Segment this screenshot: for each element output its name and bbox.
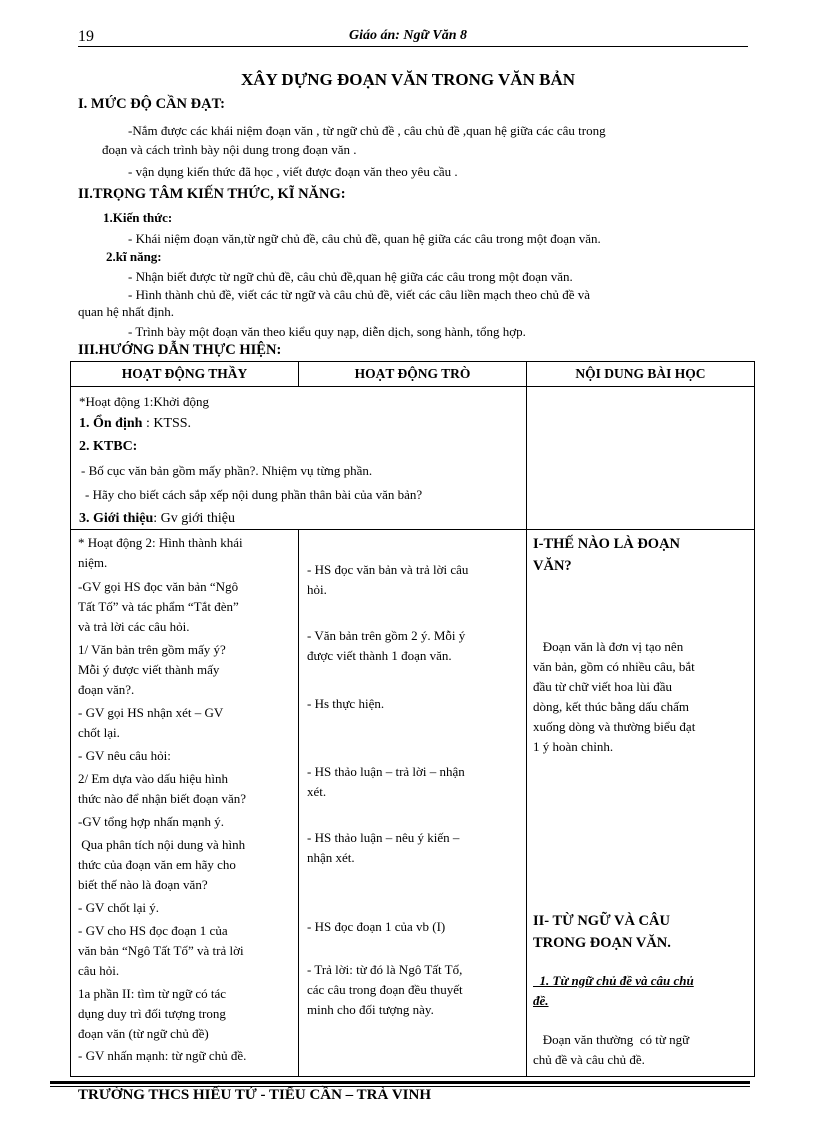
skills-line-2b: quan hệ nhất định.: [78, 304, 175, 319]
student-a-line-1: - HS đọc văn bản và trả lời câu: [307, 562, 469, 577]
stabilize-label: 1. Ổn định: [79, 416, 143, 431]
section-1-heading: I. MỨC ĐỘ CẦN ĐẠT:: [78, 96, 225, 112]
teacher-activity-line: 2/ Em dựa vào dấu hiệu hình: [78, 771, 229, 786]
student-d-line-1: - HS thảo luận – trả lời – nhận: [307, 764, 465, 779]
content-para-2-line-1: Đoạn văn thường có từ ngữ: [533, 1032, 690, 1047]
student-activity-cell: [299, 530, 527, 1077]
teacher-activity-line: thức nào để nhận biết đoạn văn?: [78, 791, 247, 806]
skills-line-3: - Trình bày một đoạn văn theo kiểu quy nạp, diễn dịch, song hành, tổng hợp.: [128, 324, 526, 339]
teacher-activity-content: [71, 530, 298, 1076]
knowledge-subheading: 1.Kiến thức:: [103, 210, 173, 225]
teacher-activity-line: đoạn văn?.: [78, 682, 135, 697]
header-teacher-activity: HOẠT ĐỘNG THẦY: [71, 362, 299, 387]
lesson-content-cell: [527, 530, 755, 1077]
content-heading-1-line-2: VĂN?: [533, 558, 572, 574]
skills-line-2a: - Hình thành chủ đề, viết các từ ngữ và câu chủ đề, viết các câu liền mạch theo chủ đề và: [128, 287, 591, 302]
skills-subheading: 2.kĩ năng:: [106, 249, 162, 264]
teacher-activity-line: - GV nêu câu hỏi:: [78, 748, 171, 763]
teacher-activity-line: Mỗi ý được viết thành mấy: [78, 662, 220, 677]
content-para-1-line-1: Đoạn văn là đơn vị tạo nên: [533, 639, 684, 654]
teacher-activity-line: thức của đoạn văn em hãy cho: [78, 857, 236, 872]
teacher-activity-line: Tất Tố” và tác phẩm “Tắt đèn”: [78, 599, 239, 614]
page-number: 19: [78, 28, 94, 45]
warmup-line-6: [79, 509, 235, 529]
section-1-para2: - vận dụng kiến thức đã học , viết được đoạn văn theo yêu cầu .: [128, 164, 458, 179]
content-para-1-line-4: dòng, kết thúc bằng dấu chấm: [533, 699, 689, 714]
teacher-activity-line: - GV chốt lại ý.: [78, 900, 159, 915]
teacher-activity-line: * Hoạt động 2: Hình thành khái: [78, 535, 243, 550]
teacher-activity-line: 1/ Văn bản trên gồm mấy ý?: [78, 642, 226, 657]
intro-text: : Gv giới thiệu: [153, 511, 235, 526]
teacher-activity-cell: [71, 530, 299, 1077]
student-g-line-1: - Trả lời: từ đó là Ngô Tất Tố,: [307, 962, 463, 977]
student-b-line-2: được viết thành 1 đoạn văn.: [307, 648, 452, 663]
student-e-line-2: nhận xét.: [307, 850, 355, 865]
teacher-activity-line: - GV cho HS đọc đoạn 1 của: [78, 923, 228, 938]
document-title: XÂY DỰNG ĐOẠN VĂN TRONG VĂN BẢN: [240, 70, 576, 89]
warmup-content-cell: [527, 387, 755, 530]
content-para-1-line-6: 1 ý hoàn chỉnh.: [533, 739, 614, 754]
teacher-activity-line: -GV tổng hợp nhấn mạnh ý.: [78, 814, 225, 829]
student-f-line-1: - HS đọc đoạn 1 của vb (I): [307, 919, 446, 934]
section-1-para1-line1: -Nắm được các khái niệm đoạn văn , từ ngữ chủ đề , câu chủ đề ,quan hệ giữa các câu trong: [128, 123, 606, 138]
content-heading-2-line-1: II- TỪ NGỮ VÀ CÂU: [533, 913, 670, 929]
section-3-heading: III.HƯỚNG DẪN THỰC HIỆN:: [78, 342, 282, 358]
header-lesson-content: NỘI DUNG BÀI HỌC: [527, 362, 755, 387]
warmup-line-3: 2. KTBC:: [79, 439, 138, 454]
student-c-line-1: - Hs thực hiện.: [307, 696, 385, 711]
student-e-line-1: - HS thảo luận – nêu ý kiến –: [307, 830, 460, 845]
content-sub-1-line-1: 1. Từ ngữ chủ đề và câu chủ: [533, 973, 694, 988]
student-a-line-2: hỏi.: [307, 582, 327, 597]
teacher-activity-line: -GV gọi HS đọc văn bản “Ngô: [78, 579, 239, 594]
skills-line-1: - Nhận biết được từ ngữ chủ đề, câu chủ đề,quan hệ giữa các câu trong một đoạn văn.: [128, 269, 573, 284]
teacher-activity-line: biết thế nào là đoạn văn?: [78, 877, 208, 892]
teacher-activity-line: chốt lại.: [78, 725, 120, 740]
content-para-1-line-2: văn bản, gồm có nhiều câu, bắt: [533, 659, 695, 674]
teacher-activity-line: Qua phân tích nội dung và hình: [78, 837, 246, 852]
student-b-line-1: - Văn bản trên gồm 2 ý. Mỗi ý: [307, 628, 466, 643]
teacher-activity-line: đoạn văn (từ ngữ chủ đề): [78, 1026, 209, 1041]
student-d-line-2: xét.: [307, 784, 327, 799]
warmup-line-1: *Hoạt động 1:Khởi động: [79, 394, 210, 409]
teacher-activity-line: dụng duy trì đối tượng trong: [78, 1006, 226, 1021]
content-heading-1-line-1: I-THẾ NÀO LÀ ĐOẠN: [533, 536, 681, 552]
warmup-cell: [71, 387, 527, 530]
teacher-activity-line: văn bản “Ngô Tất Tố” và trả lời: [78, 943, 244, 958]
teacher-activity-line: niệm.: [78, 555, 108, 570]
teacher-activity-line: và trả lời các câu hỏi.: [78, 619, 190, 634]
warmup-line-5: - Hãy cho biết cách sắp xếp nội dung phần thân bài của văn bản?: [85, 487, 423, 502]
content-para-1-line-5: xuống dòng và thường biểu đạt: [533, 719, 696, 734]
footer-rule-thick: [50, 1081, 750, 1084]
footer-school: TRƯỜNG THCS HIẾU TỬ - TIỂU CẦN – TRÀ VINH: [78, 1087, 431, 1103]
content-para-1-line-3: đầu từ chữ viết hoa lùi đầu: [533, 679, 673, 694]
teacher-activity-line: - GV gọi HS nhận xét – GV: [78, 705, 224, 720]
warmup-line-2: [79, 414, 191, 434]
student-g-line-2: các câu trong đoạn đều thuyết: [307, 982, 463, 997]
knowledge-text: - Khái niệm đoạn văn,từ ngữ chủ đề, câu chủ đề, quan hệ giữa các câu trong một đoạn văn.: [128, 231, 601, 246]
student-g-line-3: minh cho đối tượng này.: [307, 1002, 434, 1017]
lesson-table: [70, 361, 755, 1077]
section-1-para1-line2: đoạn và cách trình bày nội dung trong đoạn văn .: [102, 142, 357, 157]
warmup-line-4: - Bố cục văn bản gồm mấy phần?. Nhiệm vụ từng phần.: [81, 463, 373, 478]
header-rule: [78, 46, 748, 47]
teacher-activity-line: - GV nhấn mạnh: từ ngữ chủ đề.: [78, 1048, 247, 1063]
intro-label: 3. Giới thiệu: [79, 511, 154, 526]
content-sub-1-line-2: đề.: [533, 993, 549, 1008]
header-title: Giáo án: Ngữ Văn 8: [348, 28, 468, 43]
stabilize-text: : KTSS.: [142, 416, 192, 431]
section-2-heading: II.TRỌNG TÂM KIẾN THỨC, KĨ NĂNG:: [78, 186, 346, 202]
teacher-activity-line: câu hỏi.: [78, 963, 120, 978]
header-student-activity: HOẠT ĐỘNG TRÒ: [299, 362, 527, 387]
content-heading-2-line-2: TRONG ĐOẠN VĂN.: [533, 935, 671, 951]
content-para-2-line-2: chủ đề và câu chủ đề.: [533, 1052, 645, 1067]
teacher-activity-line: 1a phần II: tìm từ ngữ có tác: [78, 986, 227, 1001]
